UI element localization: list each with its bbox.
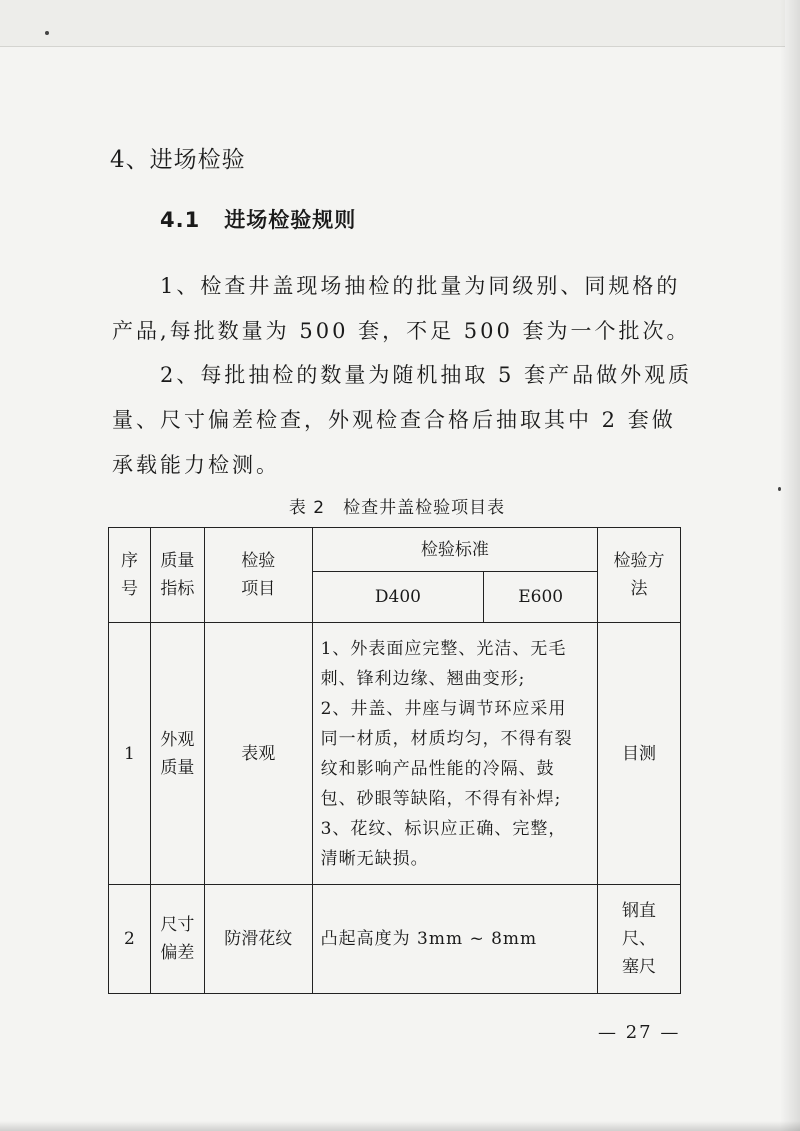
paragraph-2 [112,353,693,488]
header-standard: 检验标准 [312,528,597,572]
paragraph-line: 2、每批抽检的数量为随机抽取 5 套产品做外观质 [160,363,693,387]
table-caption: 表 2 检查井盖检验项目表 [288,498,506,518]
cell-item: 防滑花纹 [204,885,312,994]
cell-seq: 2 [109,885,151,994]
standard-line: 刺、锋利边缘、翘曲变形; [320,668,526,689]
paragraph-line: 承载能力检测。 [112,453,280,477]
page-number: — 27 — [598,1022,681,1043]
page-shadow-bottom [0,1121,800,1131]
cell-quality-index: 尺寸 偏差 [150,885,204,994]
scan-speck [45,31,49,35]
standard-line: 2、井盖、井座与调节环应采用 [320,698,567,719]
standard-line: 纹和影响产品性能的冷隔、鼓 [320,758,555,779]
cell-seq: 1 [109,623,151,885]
page-shadow [780,0,800,1131]
header-method: 检验方 法 [598,528,681,623]
standard-line: 3、花纹、标识应正确、完整， [320,818,567,839]
scan-speck [778,487,781,491]
cell-standard [312,623,597,885]
standard-line: 同一材质，材质均匀，不得有裂 [320,728,573,749]
subsection-number: 4.1 [160,208,201,232]
header-d400: D400 [312,572,484,623]
table-row [109,623,681,885]
cell-quality-index: 外观 质量 [150,623,204,885]
paragraph-line: 量、尺寸偏差检查，外观检查合格后抽取其中 2 套做 [112,408,676,432]
subsection-title: 进场检验规则 [224,208,357,232]
paragraph-line: 产品,每批数量为 500 套，不足 500 套为一个批次。 [112,319,691,343]
cell-item: 表观 [204,623,312,885]
header-quality-index: 质量 指标 [150,528,204,623]
cell-standard [312,885,597,994]
cell-method: 钢直 尺、 塞尺 [598,885,681,994]
standard-line: 包、砂眼等缺陷，不得有补焊; [320,788,562,809]
standard-line: 清晰无缺损。 [320,848,429,869]
table-row [109,885,681,994]
table-header-row [109,528,681,572]
standard-line: 1、外表面应完整、光洁、无毛 [320,638,567,659]
cell-method: 目测 [598,623,681,885]
standard-line: 凸起高度为 3mm ~ 8mm [320,929,538,949]
header-item: 检验 项目 [204,528,312,623]
subsection-heading [160,204,356,234]
paragraph-line: 1、检查井盖现场抽检的批量为同级别、同规格的 [160,274,681,298]
page-edge [0,0,785,47]
inspection-table [108,527,681,994]
paragraph-1 [112,264,691,354]
header-seq: 序 号 [109,528,151,623]
header-e600: E600 [484,572,598,623]
section-heading: 4、进场检验 [110,147,246,173]
